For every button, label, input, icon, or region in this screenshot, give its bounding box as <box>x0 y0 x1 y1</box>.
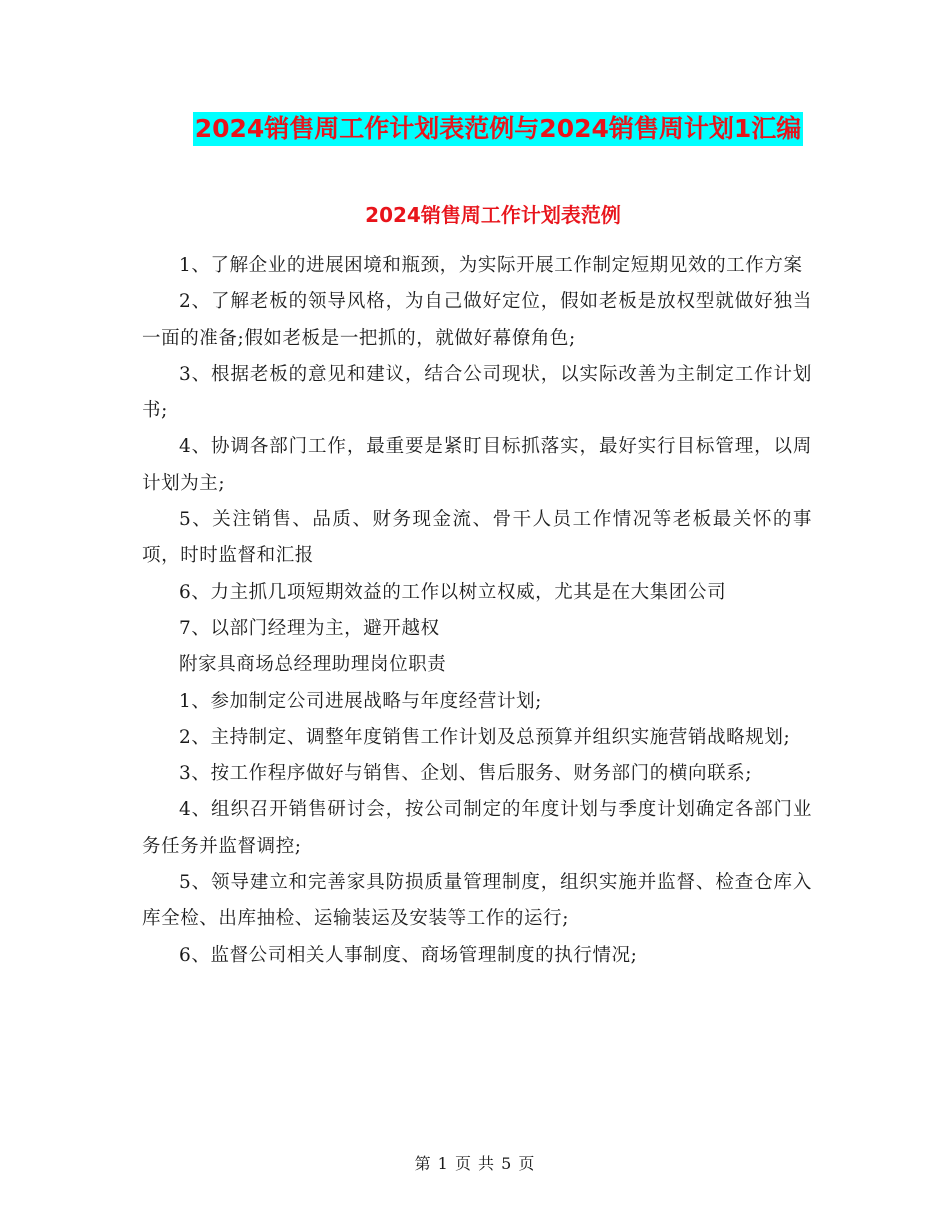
paragraph: 附家具商场总经理助理岗位职责 <box>179 654 447 676</box>
page-number: 第 1 页 共 5 页 <box>414 1154 536 1173</box>
paragraph: 1、参加制定公司进展战略与年度经营计划; <box>179 690 543 712</box>
title-block <box>0 112 950 146</box>
document-title: 2024销售周工作计划表范例与2024销售周计划1汇编 <box>193 112 804 146</box>
paragraph: 2、了解老板的领导风格，为自己做好定位，假如老板是放权型就做好独当一面的准备;假如老板是一把抓的，就做好幕僚角色; <box>142 291 812 349</box>
paragraph: 6、监督公司相关人事制度、商场管理制度的执行情况; <box>179 944 638 966</box>
page-footer <box>0 1153 950 1175</box>
paragraph: 5、领导建立和完善家具防损质量管理制度，组织实施并监督、检查仓库入库全检、出库抽检、运输装运及安装等工作的运行; <box>142 872 812 930</box>
document-body <box>142 248 812 974</box>
section-title: 2024销售周工作计划表范例 <box>365 203 621 227</box>
paragraph: 1、了解企业的进展困境和瓶颈，为实际开展工作制定短期见效的工作方案 <box>179 255 803 276</box>
paragraph: 3、按工作程序做好与销售、企划、售后服务、财务部门的横向联系; <box>179 763 753 785</box>
paragraph: 7、以部门经理为主，避开越权 <box>179 617 440 639</box>
paragraph: 4、协调各部门工作，最重要是紧盯目标抓落实，最好实行目标管理，以周计划为主; <box>142 436 812 494</box>
paragraph: 2、主持制定、调整年度销售工作计划及总预算并组织实施营销战略规划; <box>179 726 791 748</box>
paragraph: 5、关注销售、品质、财务现金流、骨干人员工作情况等老板最关怀的事项，时时监督和汇报 <box>142 509 812 567</box>
paragraph: 4、组织召开销售研讨会，按公司制定的年度计划与季度计划确定各部门业务任务并监督调控; <box>142 799 812 857</box>
paragraph: 3、根据老板的意见和建议，结合公司现状，以实际改善为主制定工作计划书; <box>142 363 812 422</box>
paragraph: 6、力主抓几项短期效益的工作以树立权威，尤其是在大集团公司 <box>179 581 727 603</box>
